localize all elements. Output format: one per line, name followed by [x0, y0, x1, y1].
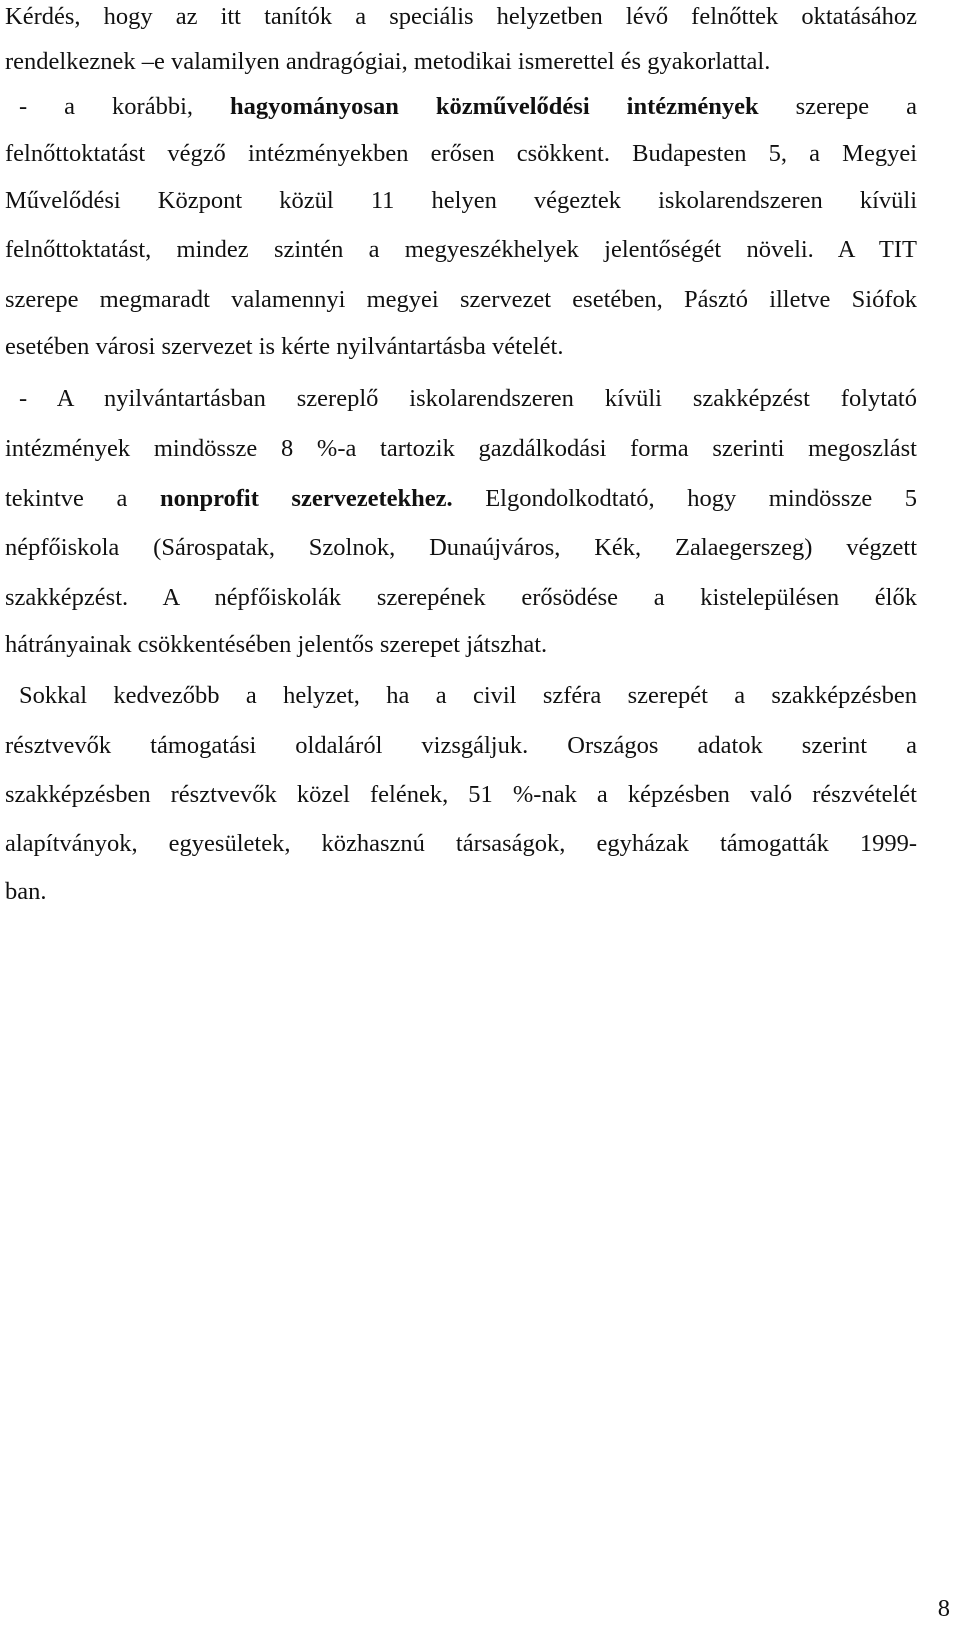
text-line: [19, 92, 917, 124]
text-segment: intézmények mindössze 8 %-a tartozik gazdálkodási forma szerinti megoszlást: [5, 435, 917, 462]
text-segment: szakképzést. A népfőiskolák szerepének erősödése a kistelepülésen élők: [5, 584, 917, 611]
text-line: [5, 2, 917, 34]
bold-text-segment: hagyományosan közművelődési intézmények: [230, 93, 759, 120]
text-segment: szakképzésben résztvevők közel felének, 51 %-nak a képzésben való részvételét: [5, 781, 917, 808]
text-line: [5, 139, 917, 171]
text-line: [5, 186, 917, 218]
bold-text-segment: nonprofit szervezetekhez.: [159, 485, 453, 512]
text-segment: alapítványok, egyesületek, közhasznú társaságok, egyházak támogatták 1999-: [5, 830, 917, 857]
text-segment: - A nyilvántartásban szereplő iskolarendszeren kívüli szakképzést folytató: [19, 385, 917, 412]
text-line: [5, 731, 917, 763]
text-segment: rendelkeznek –e valamilyen andragógiai, metodikai ismerettel és gyakorlattal.: [5, 48, 771, 75]
text-segment: hátrányainak csökkentésében jelentős szerepet játszhat.: [5, 631, 548, 658]
text-segment: Művelődési Központ közül 11 helyen végeztek iskolarendszeren kívüli: [5, 187, 917, 214]
text-line: [5, 484, 917, 516]
text-line: [5, 780, 917, 812]
text-line: [5, 583, 917, 615]
text-segment: Sokkal kedvezőbb a helyzet, ha a civil szféra szerepét a szakképzésben: [19, 682, 917, 709]
text-segment: felnőttoktatást végző intézményekben erősen csökkent. Budapesten 5, a Megyei: [5, 140, 917, 167]
text-line: [19, 681, 917, 713]
text-line: [5, 630, 917, 662]
text-segment: szerepe megmaradt valamennyi megyei szervezet esetében, Pásztó illetve Siófok: [5, 286, 917, 313]
text-line: [5, 877, 917, 909]
text-line: [5, 829, 917, 861]
text-segment: Kérdés, hogy az itt tanítók a speciális helyzetben lévő felnőttek oktatásához: [5, 3, 917, 30]
text-segment: esetében városi szervezet is kérte nyilvántartásba vételét.: [5, 333, 564, 360]
text-segment: Elgondolkodtató, hogy mindössze 5: [452, 485, 918, 512]
text-segment: szerepe a: [758, 93, 917, 120]
text-line: [5, 533, 917, 565]
text-segment: - a korábbi,: [19, 93, 231, 120]
text-line: [5, 332, 917, 364]
text-segment: népfőiskola (Sárospatak, Szolnok, Dunaújváros, Kék, Zalaegerszeg) végzett: [5, 534, 917, 561]
text-line: [19, 384, 917, 416]
text-segment: felnőttoktatást, mindez szintén a megyeszékhelyek jelentőségét növeli. A TIT: [5, 236, 917, 263]
text-segment: ban.: [5, 878, 47, 905]
text-line: [5, 235, 917, 267]
text-segment: tekintve a: [5, 485, 160, 512]
page-number: 8: [937, 1595, 950, 1622]
text-line: [5, 47, 917, 79]
text-line: [5, 434, 917, 466]
text-line: [5, 285, 917, 317]
text-segment: résztvevők támogatási oldaláról vizsgáljuk. Országos adatok szerint a: [5, 732, 917, 759]
